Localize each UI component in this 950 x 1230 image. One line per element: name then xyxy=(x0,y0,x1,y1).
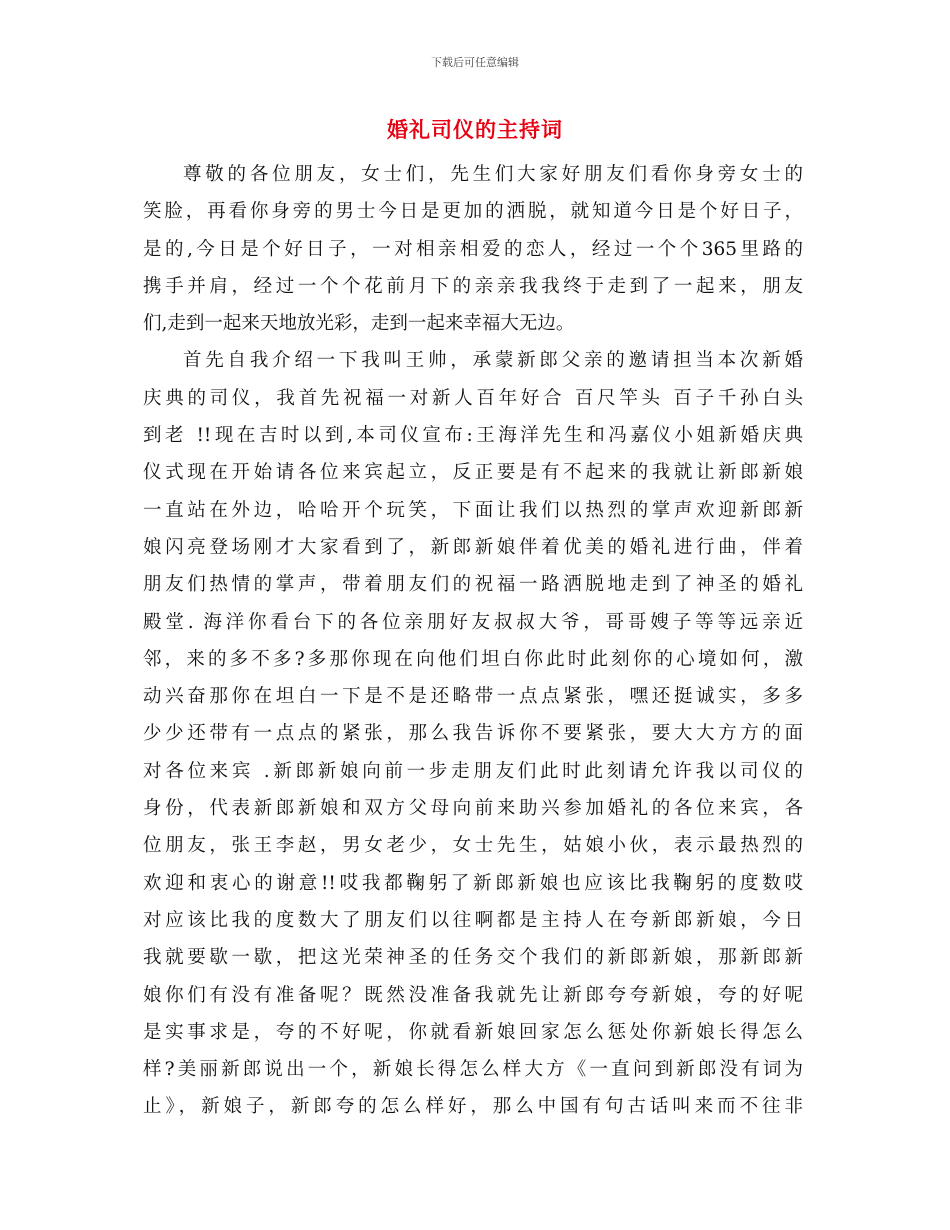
paragraph-line: 样?美丽新郎说出一个，新娘长得怎么样大方《一直问到新郎没有词为 xyxy=(143,1059,803,1081)
paragraph-line: 庆典的司仪，我首先祝福一对新人百年好合 百尺竿头 百子千孙白头 xyxy=(143,387,803,409)
paragraph-line: 是的,今日是个好日子，一对相亲相爱的恋人，经过一个个365里路的 xyxy=(143,238,803,260)
paragraph-line: 首先自我介绍一下我叫王帅，承蒙新郎父亲的邀请担当本次新婚 xyxy=(183,350,803,372)
document-title: 婚礼司仪的主持词 xyxy=(387,118,563,142)
paragraph-line: 对各位来宾 .新郎新娘向前一步走朋友们此时此刻请允许我以司仪的 xyxy=(143,760,803,782)
paragraph-line: 一直站在外边，哈哈开个玩笑，下面让我们以热烈的掌声欢迎新郎新 xyxy=(143,499,803,521)
paragraph-line: 娘闪亮登场刚才大家看到了，新郎新娘伴着优美的婚礼进行曲，伴着 xyxy=(143,536,803,558)
paragraph-line: 笑脸，再看你身旁的男士今日是更加的洒脱，就知道今日是个好日子， xyxy=(143,201,803,223)
paragraph-line: 少少还带有一点点的紧张，那么我告诉你不要紧张，要大大方方的面 xyxy=(143,723,803,745)
paragraph-line: 殿堂. 海洋你看台下的各位亲朋好友叔叔大爷，哥哥嫂子等等远亲近 xyxy=(143,611,803,633)
paragraph-line: 欢迎和衷心的谢意!!哎我都鞠躬了新郎新娘也应该比我鞠躬的度数哎 xyxy=(143,872,803,894)
paragraph-line: 朋友们热情的掌声，带着朋友们的祝福一路洒脱地走到了神圣的婚礼 xyxy=(143,574,803,596)
paragraph-2 xyxy=(143,342,803,1125)
paragraph-line: 到老 !!现在吉时以到,本司仪宣布:王海洋先生和冯嘉仪小姐新婚庆典 xyxy=(143,425,803,447)
paragraph-line: 邻，来的多不多?多那你现在向他们坦白你此时此刻你的心境如何，激 xyxy=(143,648,803,670)
paragraph-line: 位朋友，张王李赵，男女老少，女士先生，姑娘小伙，表示最热烈的 xyxy=(143,835,803,857)
paragraph-line: 尊敬的各位朋友，女士们，先生们大家好朋友们看你身旁女士的 xyxy=(183,164,803,185)
paragraph-line: 动兴奋那你在坦白一下是不是还略带一点点紧张，嘿还挺诚实，多多 xyxy=(143,686,803,708)
paragraph-line: 对应该比我的度数大了朋友们以往啊都是主持人在夸新郎新娘，今日 xyxy=(143,909,803,931)
paragraph-1 xyxy=(143,156,803,342)
paragraph-line: 身份，代表新郎新娘和双方父母向前来助兴参加婚礼的各位来宾，各 xyxy=(143,798,803,820)
paragraph-line: 娘你们有没有准备呢？既然没准备我就先让新郎夸夸新娘，夸的好呢 xyxy=(143,984,803,1006)
paragraph-line: 携手并肩，经过一个个花前月下的亲亲我我终于走到了一起来，朋友 xyxy=(143,275,803,297)
paragraph-line: 们,走到一起来天地放光彩，走到一起来幸福大无边。 xyxy=(143,313,575,335)
header-note: 下载后可任意编辑 xyxy=(431,56,519,69)
paragraph-line: 我就要歇一歇，把这光荣神圣的任务交个我们的新郎新娘，那新郎新 xyxy=(143,947,803,969)
paragraph-line: 仪式现在开始请各位来宾起立，反正要是有不起来的我就让新郎新娘 xyxy=(143,462,803,484)
document-body xyxy=(143,156,803,1126)
paragraph-line: 是实事求是，夸的不好呢，你就看新娘回家怎么惩处你新娘长得怎么 xyxy=(143,1021,803,1043)
paragraph-line: 止》，新娘子，新郎夸的怎么样好，那么中国有句古话叫来而不往非 xyxy=(143,1096,803,1118)
